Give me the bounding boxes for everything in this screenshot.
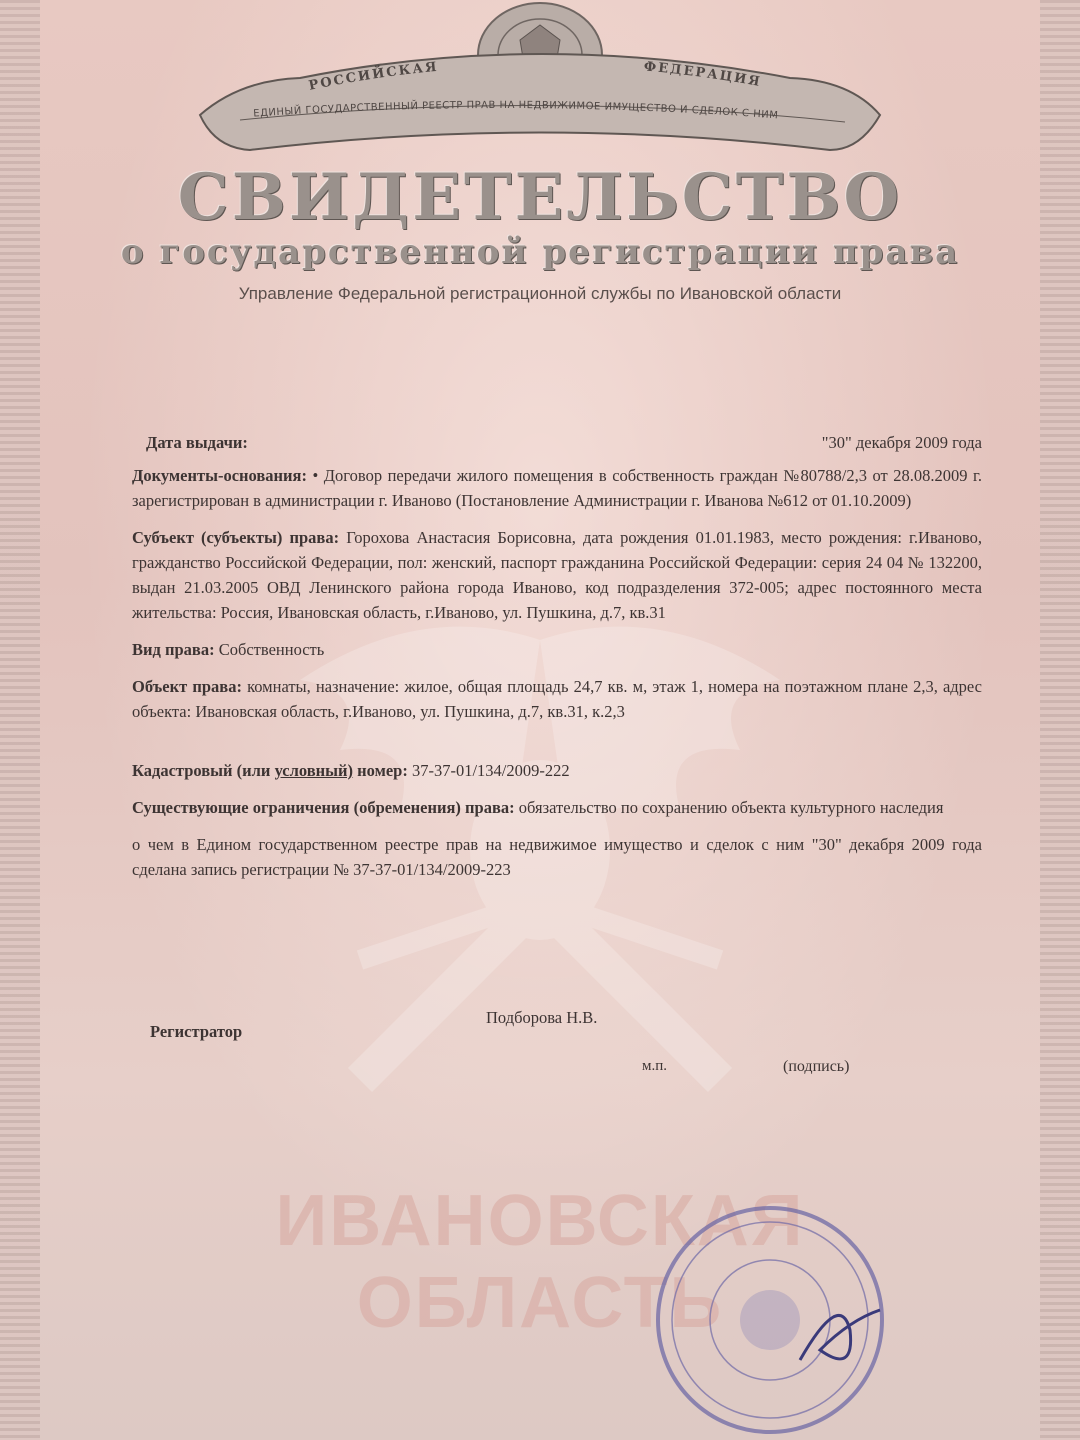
restrictions-row	[132, 795, 982, 820]
ribbon-right-text: ФЕДЕРАЦИЯ	[643, 59, 763, 91]
right-type-row	[132, 637, 982, 662]
cadastral-value: 37-37-01/134/2009-222	[411, 761, 570, 780]
documents-value: • Договор передачи жилого помещения в собственность граждан №80788/2,3 от 28.08.2009 г. зарегистрирован в администрации г. Иваново (Постановление Администрации г. Иванова №612 от 01.10.2009)	[132, 466, 983, 510]
stamp-place-label: м.п.	[642, 1058, 668, 1074]
object-value: комнаты, назначение: жилое, общая площадь 24,7 кв. м, этаж 1, номера на поэтажном плане 2,3, адрес объекта: Ивановская область, г.Иваново, ул. Пушкина, д.7, кв.31, к.2,3	[132, 677, 982, 721]
documents-label: Документы-основания:	[132, 466, 307, 485]
ribbon-left-text: РОССИЙСКАЯ	[307, 59, 440, 94]
certificate-body	[132, 430, 982, 894]
cadastral-row	[132, 758, 982, 783]
restrictions-label: Существующие ограничения (обременения) права:	[132, 798, 515, 817]
document-title: СВИДЕТЕЛЬСТВО	[177, 160, 903, 235]
ribbon-arc-text: ЕДИНЫЙ ГОСУДАРСТВЕННЫЙ РЕЕСТР ПРАВ НА НЕДВИЖИМОЕ ИМУЩЕСТВО И СДЕЛОК С НИМ	[253, 100, 779, 122]
cadastral-label-prefix: Кадастровый (или	[132, 761, 271, 780]
official-stamp-icon	[650, 1200, 890, 1440]
cadastral-label-underlined: условный)	[274, 761, 354, 780]
issue-date-row	[132, 430, 982, 455]
object-row	[132, 674, 982, 724]
signature-caption: (подпись)	[783, 1058, 850, 1075]
restrictions-value: обязательство по сохранению объекта культурного наследия	[518, 798, 944, 817]
region-band-decor: ИВАНОВСКАЯ ОБЛАСТЬ	[275, 1181, 805, 1343]
right-type-label: Вид права:	[132, 640, 215, 659]
signature-block	[0, 1008, 1080, 1082]
registrar-name: Подборова Н.В.	[486, 1008, 598, 1027]
document-subtitle: о государственной регистрации права	[120, 232, 960, 272]
right-type-value: Собственность	[218, 640, 325, 659]
object-label: Объект права:	[132, 677, 242, 696]
registrar-label: Регистратор	[150, 1022, 243, 1041]
issue-date-value: "30" декабря 2009 года	[821, 433, 982, 452]
subject-value: Горохова Анастасия Борисовна, дата рождения 01.01.1983, место рождения: г.Иваново, гражданство Российской Федерации, пол: женский, паспорт гражданина Российской Федерации: серия 24 04 № 132200, выдан 21.03.2005 ОВД Ленинского района города Иваново, код подразделения 372-005; адрес постоянного места жительства: Россия, Ивановская область, г.Иваново, ул. Пушкина, д.7, кв.31	[132, 528, 982, 622]
subject-label: Субъект (субъекты) права:	[132, 528, 340, 547]
issuing-authority: Управление Федеральной регистрационной службы по Ивановской области	[238, 284, 842, 303]
registration-record: о чем в Едином государственном реестре прав на недвижимое имущество и сделок с ним "30" декабря 2009 года сделана запись регистрации № 37-37-01/134/2009-223	[132, 835, 982, 879]
subject-row	[132, 525, 982, 625]
documents-row	[132, 463, 982, 513]
issue-date-label: Дата выдачи:	[146, 433, 248, 452]
cadastral-label-suffix: номер:	[357, 761, 408, 780]
